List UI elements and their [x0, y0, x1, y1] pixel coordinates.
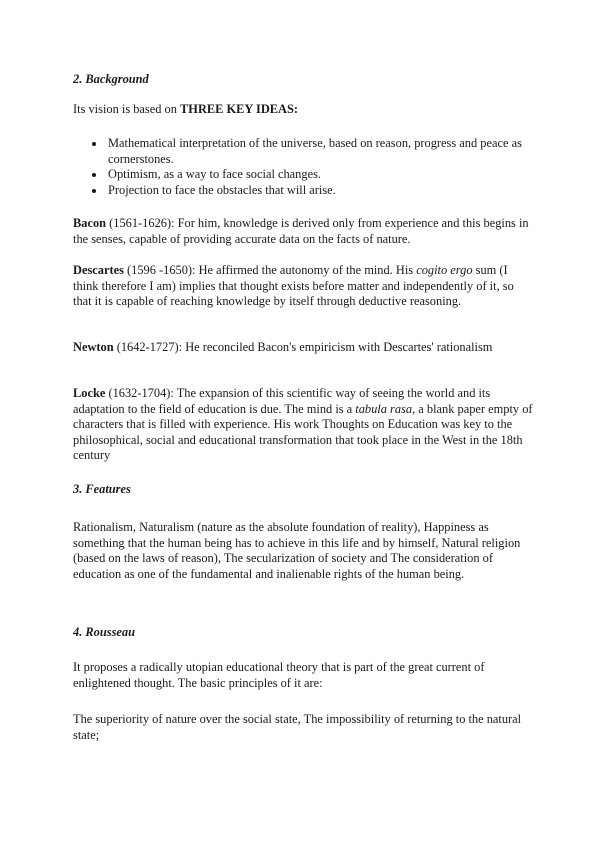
background-intro: Its vision is based on THREE KEY IDEAS: — [73, 102, 299, 116]
list-item: Mathematical interpretation of the universe, based on reason, progress and peace as cornerstones. — [73, 136, 533, 167]
newton-name: Newton — [73, 340, 114, 354]
bacon-name: Bacon — [73, 216, 107, 230]
rousseau-paragraph-1: It proposes a radically utopian educational theory that is part of the great current of enlightened thought. The basic principles of it are: — [73, 660, 485, 690]
background-heading: 2. Background — [73, 72, 149, 86]
bacon-paragraph: Bacon (1561-1626): For him, knowledge is derived only from experience and this begins in the senses, capable of providing accurate data on the facts of nature. — [73, 216, 529, 246]
locke-paragraph: Locke (1632-1704): The expansion of this scientific way of seeing the world and its adaptation to the field of education is due. The mind is a tabula rasa, a blank paper empty of characters that is filled with experience. His work Thoughts on Education was key to the philosophical, social and educational transformation that took place in the West in the 18th century — [73, 386, 533, 463]
list-item: Optimism, as a way to face social changes. — [73, 167, 533, 183]
newton-paragraph: Newton (1642-1727): He reconciled Bacon's empiricism with Descartes' rationalism — [73, 340, 493, 354]
descartes-name: Descartes — [73, 263, 124, 277]
locke-name: Locke — [73, 386, 106, 400]
key-ideas-list — [73, 136, 533, 198]
rousseau-paragraph-2: The superiority of nature over the social state, The impossibility of returning to the natural state; — [73, 712, 522, 742]
three-key-ideas-label: THREE KEY IDEAS: — [180, 102, 299, 116]
features-heading: 3. Features — [73, 482, 131, 496]
features-paragraph: Rationalism, Naturalism (nature as the absolute foundation of reality), Happiness as something that the human being has to achieve in this life and by himself, Natural religion (based on the laws of reason), The secularization of society and The consideration of education as one of the fundamental and inalienable rights of the human being. — [73, 520, 521, 581]
descartes-paragraph: Descartes (1596 -1650): He affirmed the autonomy of the mind. His cogito ergo sum (I think therefore I am) implies that thought exists before matter and independently of it, so that it is capable of reaching knowledge by itself through deductive reasoning. — [73, 263, 514, 309]
rousseau-heading: 4. Rousseau — [73, 625, 135, 639]
list-item: Projection to face the obstacles that will arise. — [73, 183, 533, 199]
